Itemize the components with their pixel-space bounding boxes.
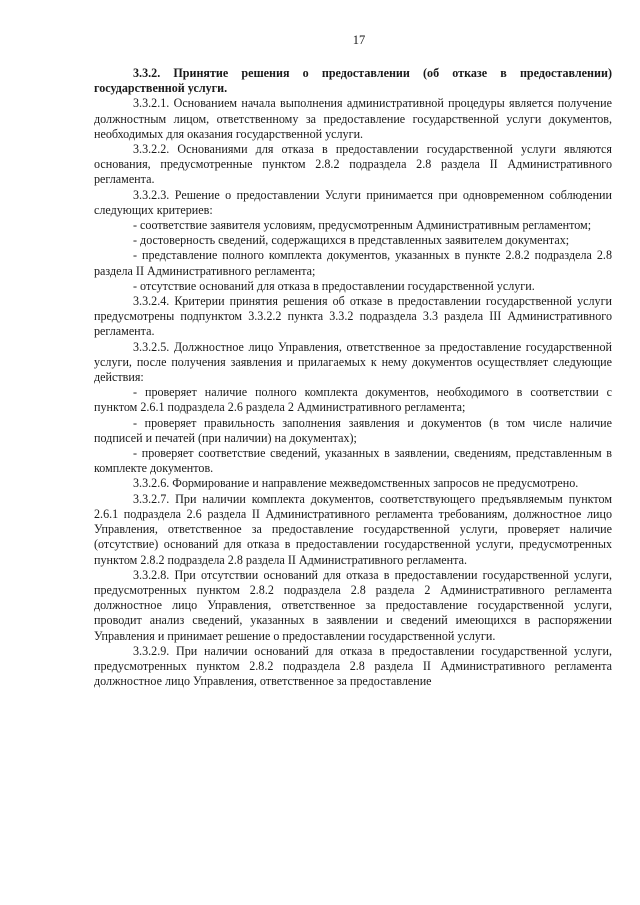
paragraph-3-3-2-1: 3.3.2.1. Основанием начала выполнения административной процедуры является получение должностным лицом, ответственному за предоставление государственной услуги документов, необходимых для оказания государственной услуги.: [94, 96, 612, 141]
paragraph-3-3-2-6: 3.3.2.6. Формирование и направление межведомственных запросов не предусмотрено.: [133, 476, 579, 491]
action-item-check-consistency: - проверяет соответствие сведений, указанных в заявлении, сведениям, представленным в комплекте документов.: [94, 446, 612, 476]
paragraph-3-3-2-4: 3.3.2.4. Критерии принятия решения об отказе в предоставлении государственной услуги предусмотрены подпунктом 3.3.2.2 пункта 3.3.2 подраздела 3.3 раздела III Административного регламента.: [94, 294, 612, 339]
action-item-check-correctness: - проверяет правильность заполнения заявления и документов (в том числе наличие подписей и печатей (при наличии) на документах);: [94, 415, 612, 445]
paragraph-3-3-2-7: 3.3.2.7. При наличии комплекта документов, соответствующего предъявляемым пунктом 2.6.1 подраздела 2.6 раздела II Административного регламента требованиям, должностное лицо Управления, ответственное за предоставление государственной услуги, проверяет наличие (отсутствие) оснований для отказа в предоставлении государственной услуги, предусмотренных пунктом 2.8.2 подраздела 2.8 раздела II Административного регламента.: [94, 491, 612, 567]
paragraph-3-3-2-8: 3.3.2.8. При отсутствии оснований для отказа в предоставлении государственной услуги, предусмотренных пунктом 2.8.2 подраздела 2.8 раздела 2 Административного регламента должностное лицо Управления, ответственное за предоставление государственной услуги, проводит анализ сведений, указанных в заявлении и сведений имеющихся в распоряжении Управления и принимает решение о предоставлении государственной услуги.: [94, 567, 612, 643]
criteria-item-reliability: - достоверность сведений, содержащихся в представленных заявителем документах;: [133, 233, 570, 248]
page-number: 17: [352, 33, 366, 47]
document-page: [94, 33, 612, 689]
paragraph-3-3-2-9: 3.3.2.9. При наличии оснований для отказа в предоставлении государственной услуги, предусмотренных пунктом 2.8.2 подраздела 2.8 раздела II Административного регламента должностное лицо Управления, ответственное за предоставление: [94, 643, 612, 689]
paragraph-3-3-2-2: 3.3.2.2. Основаниями для отказа в предоставлении государственной услуги являются основания, предусмотренные пунктом 2.8.2 подраздела 2.8 раздела II Административного регламента.: [94, 142, 612, 187]
paragraph-3-3-2-3: 3.3.2.3. Решение о предоставлении Услуги принимается при одновременном соблюдении следующих критериев:: [94, 187, 612, 217]
action-item-check-completeness: - проверяет наличие полного комплекта документов, необходимого в соответствии с пунктом 2.6.1 подраздела 2.6 раздела 2 Административного регламента;: [94, 385, 612, 415]
criteria-item-no-grounds: - отсутствие оснований для отказа в предоставлении государственной услуги.: [133, 278, 535, 293]
section-heading: 3.3.2. Принятие решения о предоставлении (об отказе в предоставлении) государственной услуги.: [94, 66, 612, 96]
criteria-item-applicant: - соответствие заявителя условиям, предусмотренным Административным регламентом;: [133, 218, 592, 233]
paragraph-3-3-2-5: 3.3.2.5. Должностное лицо Управления, ответственное за предоставление государственной услуги, после получения заявления и прилагаемых к нему документов осуществляет следующие действия:: [94, 339, 612, 385]
criteria-item-completeness: - представление полного комплекта документов, указанных в пункте 2.8.2 подраздела 2.8 раздела II Административного регламента;: [94, 248, 612, 278]
